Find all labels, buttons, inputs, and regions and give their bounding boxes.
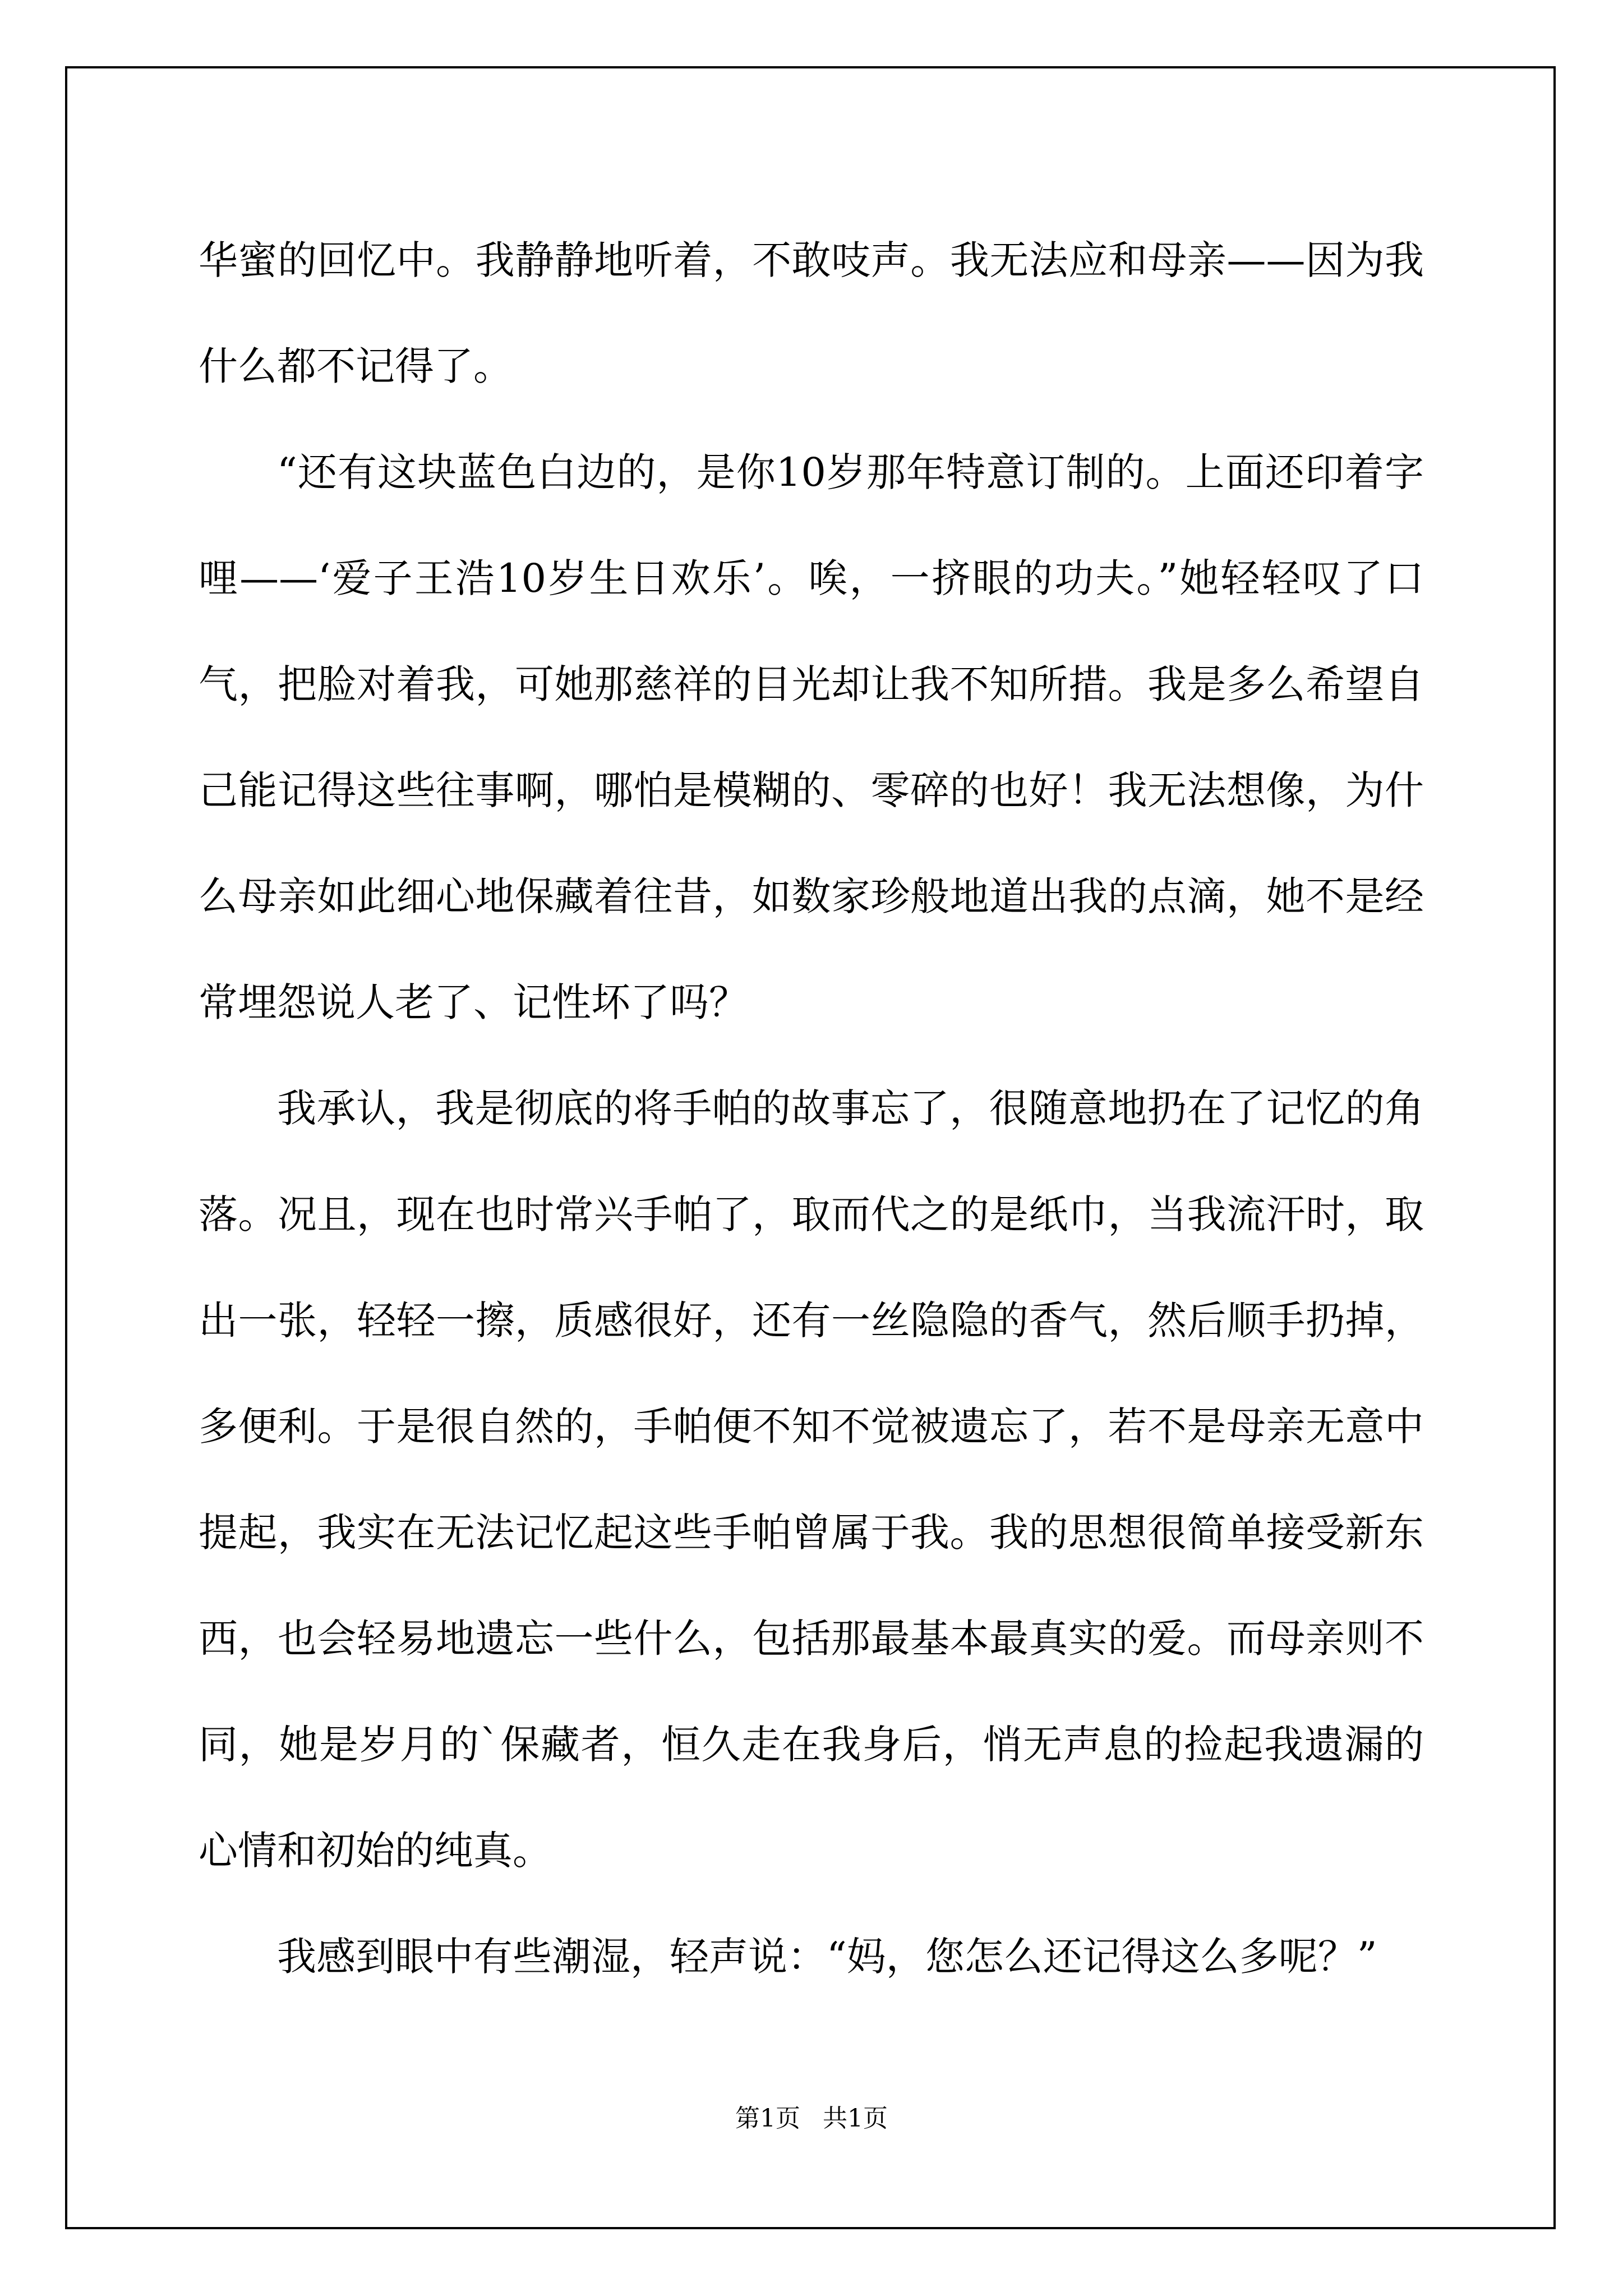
total-pages: 共1页 (823, 2104, 888, 2133)
page-number: 第1页 (735, 2104, 800, 2133)
document-body (199, 208, 1424, 2010)
paragraph-3: 我承认，我是彻底的将手帕的故事忘了，很随意地扔在了记忆的角落。况且，现在也时常兴手帕了，取而代之的是纸巾，当我流汗时，取出一张，轻轻一擦，质感很好，还有一丝隐隐的香气，然后顺手扔掉，多便利。于是很自然的，手帕便不知不觉被遗忘了，若不是母亲无意中提起，我实在无法记忆起这些手帕曾属于我。我的思想很简单接受新东西，也会轻易地遗忘一些什么，包括那最基本最真实的爱。而母亲则不同，她是岁月的`保藏者，恒久走在我身后，悄无声息的捡起我遗漏的心情和初始的纯真。 (199, 1085, 1424, 1874)
paragraph-2: “还有这块蓝色白边的，是你10岁那年特意订制的。上面还印着字哩——‘爱子王浩10岁生日欢乐’。唉，一挤眼的功夫。”她轻轻叹了口气，把脸对着我，可她那慈祥的目光却让我不知所措。我是多么希望自己能记得这些往事啊，哪怕是模糊的、零碎的也好！我无法想像，为什么母亲如此细心地保藏着往昔，如数家珍般地道出我的点滴，她不是经常埋怨说人老了、记性坏了吗？ (199, 449, 1424, 1025)
paragraph-4: 我感到眼中有些潮湿，轻声说：“妈，您怎么还记得这么多呢？” (277, 1934, 1377, 1980)
page-footer (0, 2098, 1623, 2134)
paragraph-1: 华蜜的回忆中。我静静地听着，不敢吱声。我无法应和母亲——因为我什么都不记得了。 (199, 237, 1424, 389)
